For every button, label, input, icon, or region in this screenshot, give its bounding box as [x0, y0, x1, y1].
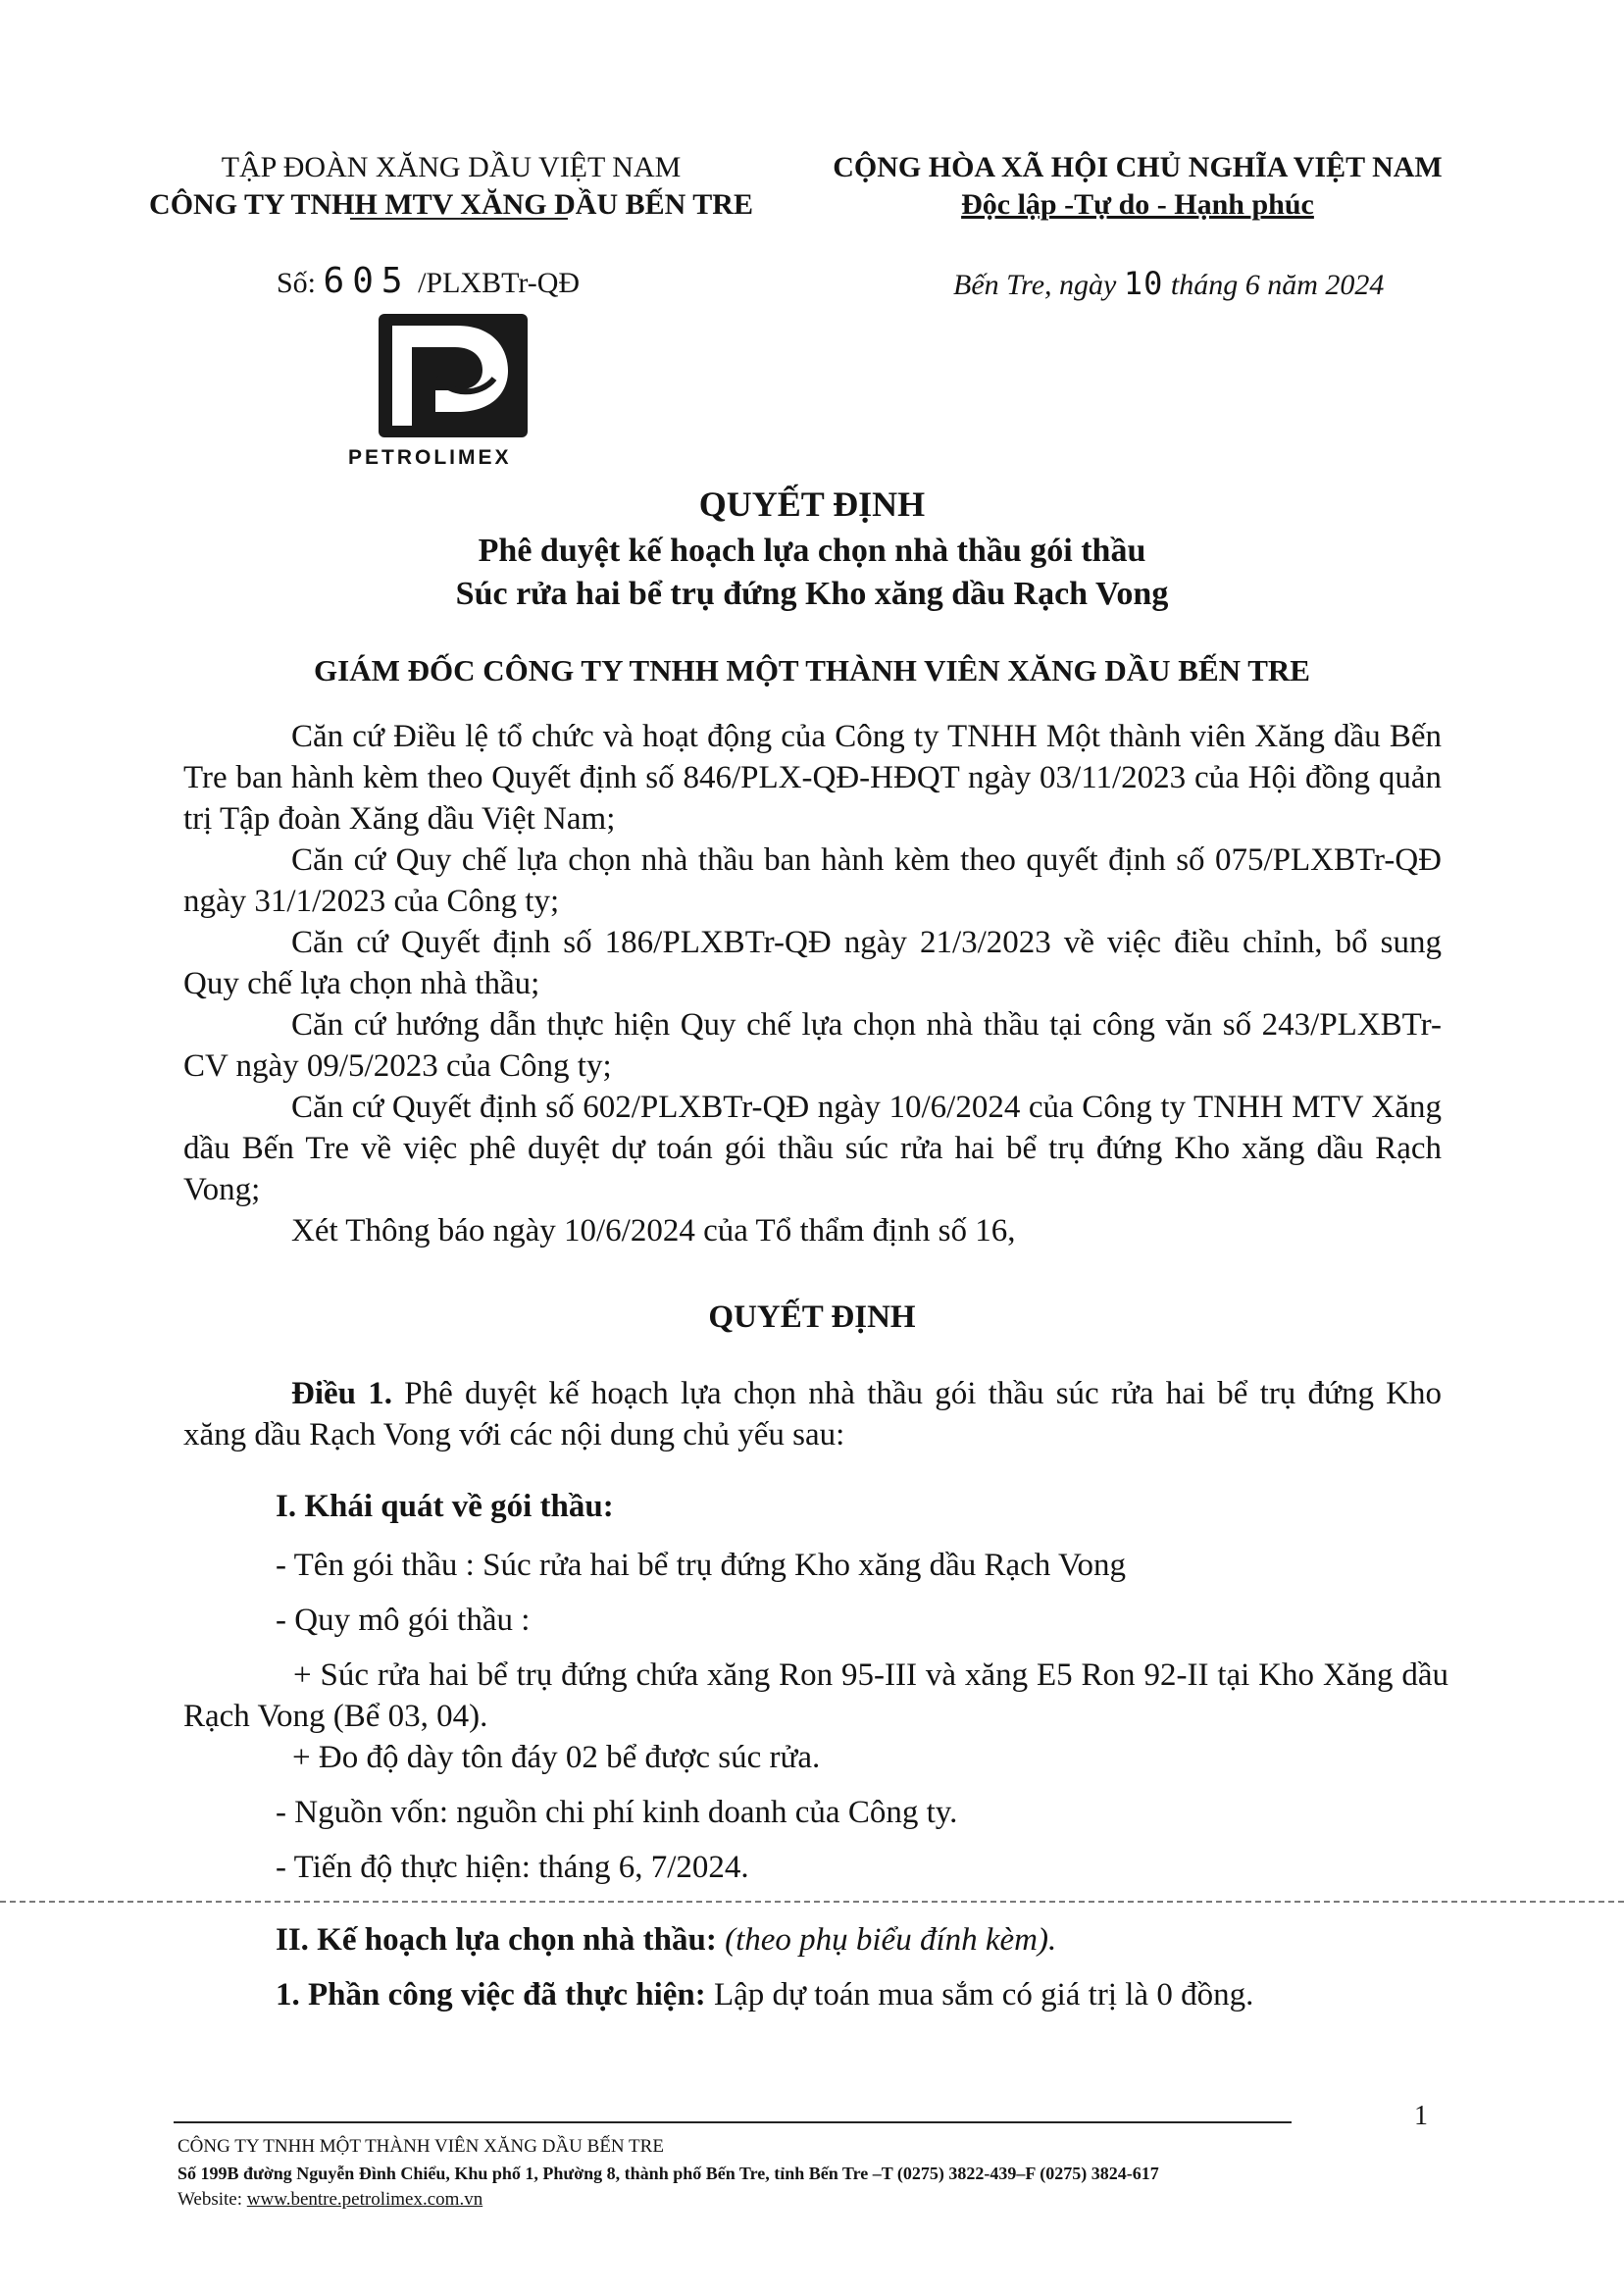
section-2-item-1-label: 1. Phần công việc đã thực hiện:: [276, 1977, 706, 2013]
national-title: CỘNG HÒA XÃ HỘI CHỦ NGHĨA VIỆT NAM: [833, 151, 1443, 183]
preamble-item: Xét Thông báo ngày 10/6/2024 của Tổ thẩm định số 16,: [291, 1213, 1016, 1248]
footer-address: Số 199B đường Nguyễn Đình Chiểu, Khu phố 1, Phường 8, thành phố Bến Tre, tỉnh Bến Tre –T (0275) 3822-439–F (0275) 3824-617: [178, 2164, 1159, 2183]
section-1-heading: I. Khái quát về gói thầu:: [276, 1489, 614, 1524]
preamble: [183, 716, 1442, 1251]
number-prefix: Số:: [277, 267, 317, 299]
package-scale: - Quy mô gói thầu :: [276, 1603, 531, 1638]
number-suffix: /PLXBTr-QĐ: [418, 267, 581, 299]
company-name: CÔNG TY TNHH MTV XĂNG DẦU BẾN TRE: [149, 188, 753, 221]
footer-website-line: [178, 2187, 482, 2213]
number-handwritten: 605: [323, 261, 411, 301]
preamble-item: Căn cứ Điều lệ tổ chức và hoạt động của Công ty TNHH Một thành viên Xăng dầu Bến Tre ban hành kèm theo Quyết định số 846/PLX-QĐ-HĐQT ngày 03/11/2023 của Hội đồng quản trị Tập đoàn Xăng dầu Việt Nam;: [183, 719, 1442, 837]
parent-organization: TẬP ĐOÀN XĂNG DẦU VIỆT NAM: [221, 151, 682, 183]
scale-item-2: + Đo độ dày tôn đáy 02 bể được súc rửa.: [292, 1740, 821, 1775]
scale-item-1-wrap: [183, 1655, 1448, 1737]
section-2-heading: II. Kế hoạch lựa chọn nhà thầu:: [276, 1922, 717, 1958]
date-suffix: tháng 6 năm 2024: [1170, 269, 1385, 301]
date-prefix: Bến Tre, ngày: [953, 269, 1117, 301]
document-subtitle-2: Súc rửa hai bể trụ đứng Kho xăng dầu Rạch Vong: [455, 576, 1169, 612]
funding-source: - Nguồn vốn: nguồn chi phí kinh doanh của Công ty.: [276, 1795, 958, 1830]
document-subtitle-1: Phê duyệt kế hoạch lựa chọn nhà thầu gói thầu: [478, 533, 1146, 569]
document-date: [953, 265, 1384, 304]
section-2-note: (theo phụ biểu đính kèm).: [725, 1922, 1057, 1958]
preamble-item: Căn cứ hướng dẫn thực hiện Quy chế lựa chọn nhà thầu tại công văn số 243/PLXBTr-CV ngày 09/5/2023 của Công ty;: [183, 1007, 1442, 1084]
document-number: [277, 263, 580, 302]
footer-company: CÔNG TY TNHH MỘT THÀNH VIÊN XĂNG DẦU BẾN TRE: [178, 2136, 664, 2157]
section-2-heading-line: [276, 1919, 1056, 1961]
scale-item-1: + Súc rửa hai bể trụ đứng chứa xăng Ron 95-III và xăng E5 Ron 92-II tại Kho Xăng dầu Rạch Vong (Bể 03, 04).: [183, 1657, 1448, 1734]
page-number: 1: [1414, 2101, 1428, 2131]
header-right: [775, 149, 1500, 224]
page-fold-divider: [0, 1901, 1624, 1903]
footer-website-label: Website:: [178, 2189, 243, 2210]
logo-text: PETROLIMEX: [348, 446, 512, 469]
package-name: - Tên gói thầu : Súc rửa hai bể trụ đứng Kho xăng dầu Rạch Vong: [276, 1548, 1127, 1583]
section-2-item-1: [276, 1974, 1253, 2015]
decision-heading: QUYẾT ĐỊNH: [708, 1299, 916, 1335]
preamble-item: Căn cứ Quy chế lựa chọn nhà thầu ban hành kèm theo quyết định số 075/PLXBTr-QĐ ngày 31/1/2023 của Công ty;: [183, 842, 1442, 919]
footer-rule: [174, 2121, 1292, 2123]
national-motto: Độc lập -Tự do - Hạnh phúc: [961, 188, 1314, 221]
document-heading: QUYẾT ĐỊNH: [698, 484, 926, 524]
article-1: [183, 1373, 1442, 1455]
preamble-item: Căn cứ Quyết định số 186/PLXBTr-QĐ ngày 21/3/2023 về việc điều chỉnh, bổ sung Quy chế lựa chọn nhà thầu;: [183, 925, 1442, 1001]
section-2-item-1-text: Lập dự toán mua sắm có giá trị là 0 đồng.: [713, 1977, 1254, 2013]
date-day-handwritten: 10: [1123, 265, 1164, 302]
schedule: - Tiến độ thực hiện: tháng 6, 7/2024.: [276, 1850, 749, 1885]
issuing-authority: GIÁM ĐỐC CÔNG TY TNHH MỘT THÀNH VIÊN XĂNG DẦU BẾN TRE: [314, 653, 1310, 688]
article-1-label: Điều 1.: [291, 1376, 392, 1411]
article-1-text: Phê duyệt kế hoạch lựa chọn nhà thầu gói thầu súc rửa hai bể trụ đứng Kho xăng dầu Rạch Vong với các nội dung chủ yếu sau:: [183, 1376, 1443, 1452]
header-left-underline: [350, 218, 568, 220]
footer-website-link[interactable]: www.bentre.petrolimex.com.vn: [246, 2189, 483, 2210]
header-left: [108, 149, 794, 224]
petrolimex-logo: [379, 314, 528, 437]
preamble-item: Căn cứ Quyết định số 602/PLXBTr-QĐ ngày 10/6/2024 của Công ty TNHH MTV Xăng dầu Bến Tre về việc phê duyệt dự toán gói thầu súc rửa hai bể trụ đứng Kho xăng dầu Rạch Vong;: [183, 1090, 1442, 1207]
